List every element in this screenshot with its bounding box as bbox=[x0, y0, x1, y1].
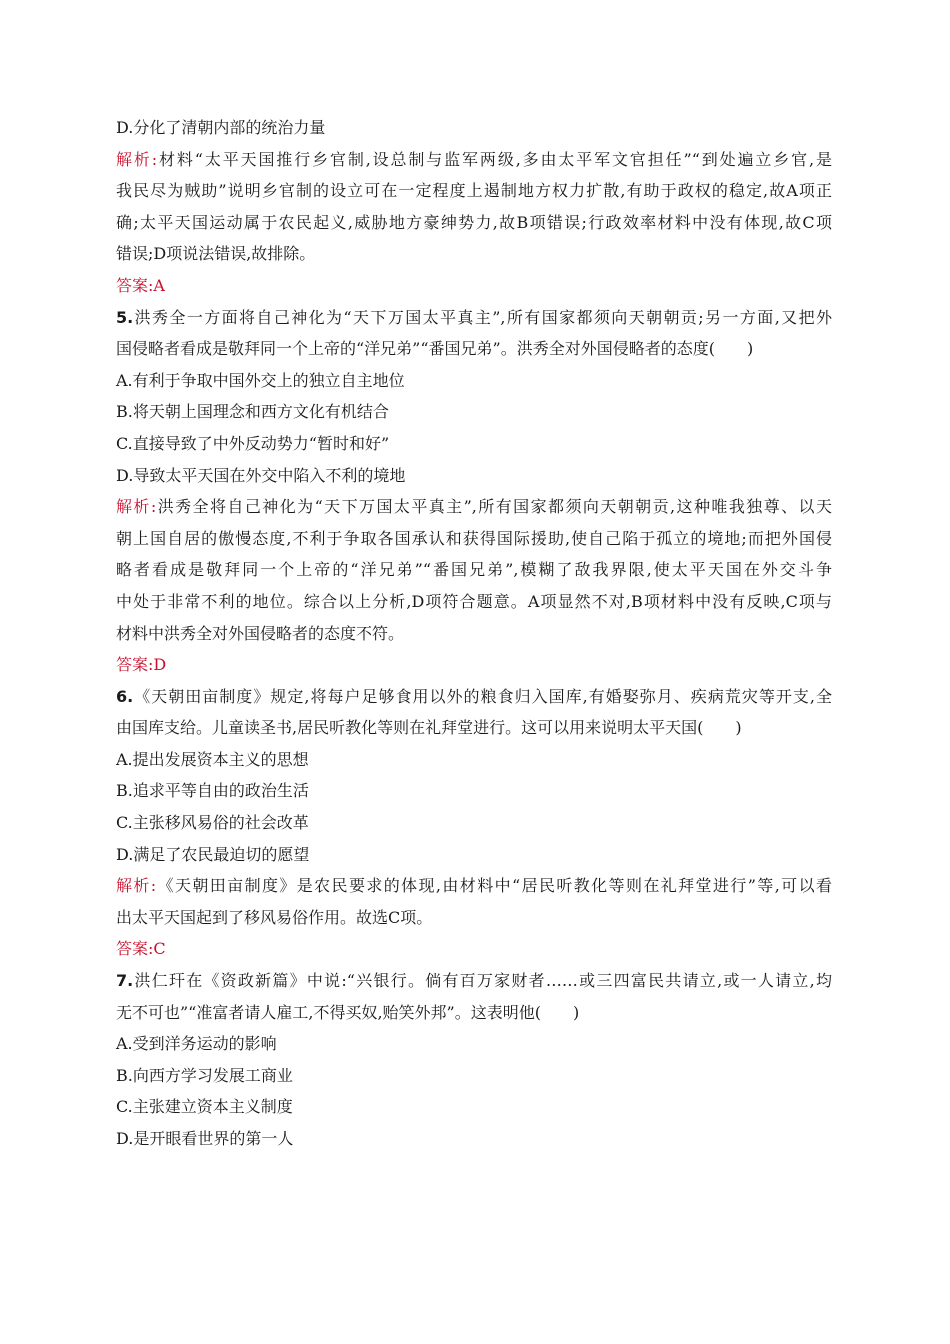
question-5-option-b: B.将天朝上国理念和西方文化有机结合 bbox=[116, 402, 389, 422]
question-6-option-b: B.追求平等自由的政治生活 bbox=[116, 781, 309, 801]
question-number: 7. bbox=[116, 971, 134, 991]
question-6-option-d: D.满足了农民最迫切的愿望 bbox=[116, 844, 310, 864]
question-5-stem: 5.洪秀全一方面将自己神化为“天下万国太平真主”,所有国家都须向天朝朝贡;另一方面,又把外 bbox=[116, 307, 832, 327]
explanation-label: 解析: bbox=[116, 876, 157, 896]
prev-explanation-line: 错误;D项说法错误,故排除。 bbox=[116, 244, 316, 264]
question-number: 5. bbox=[116, 307, 134, 327]
question-5-stem: 国侵略者看成是敬拜同一个上帝的“洋兄弟”“番国兄弟”。洪秀全对外国侵略者的态度( ) bbox=[116, 339, 754, 359]
question-7-option-b: B.向西方学习发展工商业 bbox=[116, 1065, 293, 1085]
question-6-option-a: A.提出发展资本主义的思想 bbox=[116, 749, 309, 769]
document-content bbox=[116, 112, 832, 1155]
question-5-explanation: 中处于非常不利的地位。综合以上分析,D项符合题意。A项显然不对,B项材料中没有反映,C项与 bbox=[116, 591, 832, 611]
question-5-explanation: 解析:洪秀全将自己神化为“天下万国太平真主”,所有国家都须向天朝朝贡,这种唯我独尊、以天 bbox=[116, 497, 832, 517]
question-6-option-c: C.主张移风易俗的社会改革 bbox=[116, 813, 309, 833]
question-7-stem: 7.洪仁玕在《资政新篇》中说:“兴银行。倘有百万家财者……或三四富民共请立,或一人请立,均 bbox=[116, 971, 832, 991]
question-6-stem: 6.《天朝田亩制度》规定,将每户足够食用以外的粮食归入国库,有婚娶弥月、疾病荒灾等开支,全 bbox=[116, 686, 832, 706]
question-5-explanation: 朝上国自居的傲慢态度,不利于争取各国承认和获得国际援助,使自己陷于孤立的境地;而把外国侵 bbox=[116, 528, 832, 548]
question-7-option-c: C.主张建立资本主义制度 bbox=[116, 1097, 293, 1117]
question-6-answer: 答案:C bbox=[116, 939, 166, 959]
question-6-explanation: 出太平天国起到了移风易俗作用。故选C项。 bbox=[116, 907, 433, 927]
question-7-stem: 无不可也”“准富者请人雇工,不得买奴,贻笑外邦”。这表明他( ) bbox=[116, 1002, 580, 1022]
question-6-explanation: 解析:《天朝田亩制度》是农民要求的体现,由材料中“居民听教化等则在礼拜堂进行”等,可以看 bbox=[116, 876, 832, 896]
question-5-option-c: C.直接导致了中外反动势力“暂时和好” bbox=[116, 433, 390, 453]
question-5-option-d: D.导致太平天国在外交中陷入不利的境地 bbox=[116, 465, 406, 485]
prev-explanation-line: 解析:材料“太平天国推行乡官制,设总制与监军两级,多由太平军文官担任”“到处遍立乡官,是 bbox=[116, 149, 832, 169]
explanation-label: 解析: bbox=[116, 149, 158, 169]
question-5-answer: 答案:D bbox=[116, 655, 167, 675]
prev-answer: 答案:A bbox=[116, 275, 165, 295]
question-5-explanation: 略者看成是敬拜同一个上帝的“洋兄弟”“番国兄弟”,模糊了敌我界限,使太平天国在外交斗争 bbox=[116, 560, 832, 580]
question-5-option-a: A.有利于争取中国外交上的独立自主地位 bbox=[116, 370, 405, 390]
prev-explanation-line: 我民尽为贼助”说明乡官制的设立可在一定程度上遏制地方权力扩散,有助于政权的稳定,故A项正 bbox=[116, 181, 832, 201]
question-7-option-a: A.受到洋务运动的影响 bbox=[116, 1034, 277, 1054]
question-7-option-d: D.是开眼看世界的第一人 bbox=[116, 1129, 294, 1148]
question-5-explanation: 材料中洪秀全对外国侵略者的态度不符。 bbox=[116, 623, 405, 643]
prev-explanation-line: 确;太平天国运动属于农民起义,威胁地方豪绅势力,故B项错误;行政效率材料中没有体现,故C项 bbox=[116, 212, 832, 232]
explanation-label: 解析: bbox=[116, 497, 157, 517]
question-number: 6. bbox=[116, 686, 134, 706]
question-6-stem: 由国库支给。儿童读圣书,居民听教化等则在礼拜堂进行。这可以用来说明太平天国( ) bbox=[116, 718, 742, 738]
prev-option-d: D.分化了清朝内部的统治力量 bbox=[116, 118, 326, 137]
